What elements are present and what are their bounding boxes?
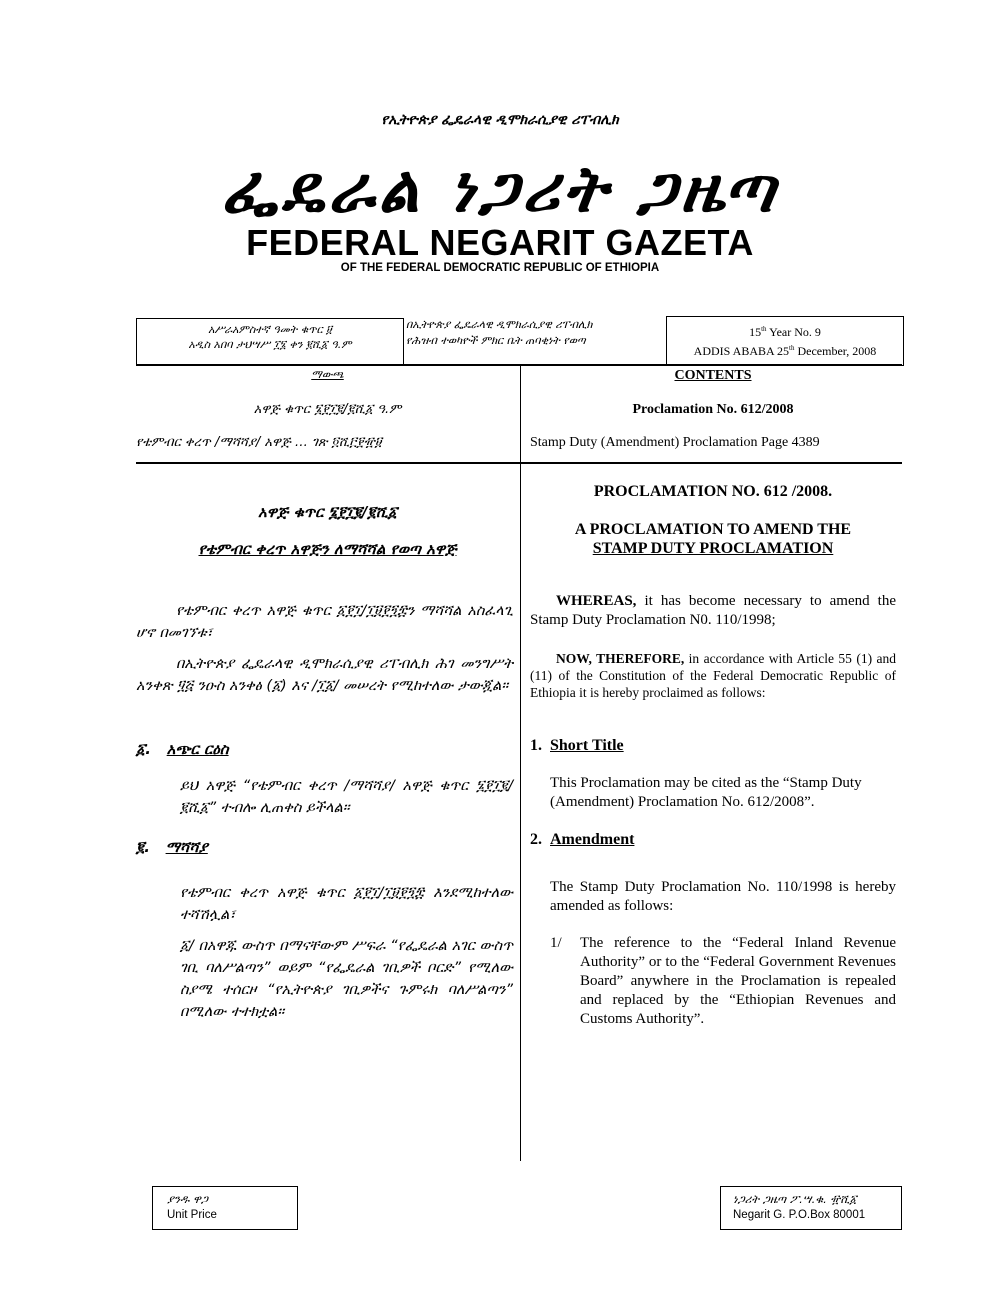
column-divider bbox=[520, 366, 521, 1161]
amharic-amendment-item-1: ፩/ በአዋጁ ውስጥ በማናቸውም ሥፍራ “የፌዴራል አገር ውስጥ ገቢ ባለሥልጣን” ወይም “የፌዴራል ገቢዎች ቦርድ” የሚለው ስያሜ ተሰርዞ “የኢትዮጵያ ገቢዎችና ጉምሩክ ባለሥልጣን” በሚለው ተተክቷል። bbox=[180, 938, 513, 1020]
english-whereas-paragraph: WHEREAS, it has become necessary to amend the Stamp Duty Proclamation N0. 110/1998; bbox=[530, 593, 896, 628]
english-amendment-item-1 bbox=[550, 934, 896, 1029]
amharic-proclamation-title: አዋጅ ቁጥር ፮፻፲፪/፪ሺ፩ bbox=[257, 503, 398, 521]
unit-price-english: Unit Price bbox=[167, 1209, 217, 1221]
item-number: 1/ bbox=[550, 935, 562, 951]
contents-proclamation-english: Proclamation No. 612/2008 bbox=[632, 402, 794, 417]
english-amend-title-line-2: STAMP DUTY PROCLAMATION bbox=[592, 540, 834, 557]
contents-heading-english: CONTENTS bbox=[674, 368, 752, 383]
english-proclamation-title: PROCLAMATION NO. 612 /2008. bbox=[593, 483, 833, 500]
english-section-1-text: This Proclamation may be cited as the “Stamp Duty (Amendment) Proclamation No. 612/2008”. bbox=[550, 775, 862, 810]
po-box-english: Negarit G. P.O.Box 80001 bbox=[733, 1209, 866, 1221]
contents-proclamation-amharic: አዋጅ ቁጥር ፮፻፲፪/፪ሺ፩ ዓ.ም bbox=[253, 402, 402, 417]
authority-line-2: የሕዝብ ተወካዮች ምክር ቤት ጠባቂነት የወጣ bbox=[406, 334, 586, 347]
amharic-preamble-2: በኢትዮጵያ ፌዴራላዊ ዲሞክራሲያዊ ሪፐብሊክ ሕገ መንግሥት አንቀጽ ፶፭ ንዑስ አንቀፅ (፩) እና /፲፩/ መሠረት የሚከተለው ታውጇል። bbox=[136, 656, 513, 694]
amharic-amend-title: የቴምብር ቀረጥ አዋጅን ለማሻሻል የወጣ አዋጅ bbox=[198, 540, 457, 558]
english-gazette-title: FEDERAL NEGARIT GAZETA bbox=[246, 222, 754, 263]
contents-heading-amharic: ማውጫ bbox=[311, 368, 344, 381]
item-text: The reference to the “Federal Inland Revenue Authority” or to the “Federal Government Revenues Board” anywhere in the Proclamation is repealed and replaced by the “Ethiopian Revenues and Customs Authority”. bbox=[580, 935, 896, 1027]
amharic-section-1-heading: ፩. አጭር ርዕስ bbox=[136, 740, 229, 758]
issue-info-english-box bbox=[666, 316, 904, 366]
unit-price-amharic: ያንዱ ዋጋ bbox=[167, 1192, 209, 1206]
issue-info-amharic-box bbox=[136, 318, 404, 365]
issuing-authority-text bbox=[406, 317, 664, 349]
english-amend-title bbox=[524, 520, 902, 558]
english-section-2-heading: 2. Amendment bbox=[530, 831, 635, 848]
amharic-republic-line: የኢትዮጵያ ፌዴራላዊ ዲሞክራሲያዊ ሪፐብሊክ bbox=[381, 112, 619, 128]
english-section-1-heading: 1. Short Title bbox=[530, 737, 624, 754]
amharic-section-2-heading: ፪. ማሻሻያ bbox=[136, 838, 208, 856]
contents-entry-english: Stamp Duty (Amendment) Proclamation Page 4389 bbox=[530, 435, 820, 450]
contents-bottom-rule bbox=[136, 462, 902, 464]
amharic-section-2-text: የቴምብር ቀረጥ አዋጅ ቁጥር ፩፻፲/፲፱፻፺፰ እንደሚከተለው ተሻሽሏል፣ bbox=[180, 885, 513, 923]
gazette-subtitle: OF THE FEDERAL DEMOCRATIC REPUBLIC OF ETHIOPIA bbox=[340, 262, 660, 274]
unit-price-box bbox=[152, 1186, 298, 1230]
amharic-preamble-1: የቴምብር ቀረጥ አዋጅ ቁጥር ፩፻፲/፲፱፻፺፰ን ማሻሻል አስፈላጊ ሆኖ በመገኘቱ፣ bbox=[136, 603, 513, 641]
issue-date-english: ADDIS ABABA 25th December, 2008 bbox=[693, 344, 877, 358]
issue-year-amharic: አሥራአምስተኛ ዓመት ቁጥር ፱ bbox=[208, 323, 332, 336]
po-box-amharic: ነጋሪት ጋዜጣ ፖ.ሣ.ቁ. ፹ሺ፩ bbox=[733, 1192, 857, 1206]
contents-top-rule bbox=[136, 364, 902, 366]
english-now-therefore-paragraph: NOW, THEREFORE, in accordance with Article 55 (1) and (11) of the Constitution of the Federal Democratic Republic of Ethiopia it is hereby proclaimed as follows: bbox=[530, 651, 897, 700]
po-box-box bbox=[720, 1186, 902, 1230]
english-section-2-text: The Stamp Duty Proclamation No. 110/1998 is hereby amended as follows: bbox=[550, 879, 896, 914]
issue-year-english: 15th Year No. 9 bbox=[749, 325, 821, 339]
issue-date-amharic: አዲስ አበባ ታህሣሥ ፲፮ ቀን ፪ሺ፩ ዓ.ም bbox=[188, 338, 352, 351]
authority-line-1: በኢትዮጵያ ፌዴራላዊ ዲሞክራሲያዊ ሪፐብሊክ bbox=[406, 318, 593, 331]
contents-entry-amharic: የቴምብር ቀረጥ /ማሻሻያ/ አዋጅ … ገጽ ፬ሺ፫፻፹፱ bbox=[136, 435, 382, 450]
english-amend-title-line-1: A PROCLAMATION TO AMEND THE bbox=[574, 521, 852, 538]
amharic-section-1-text: ይህ አዋጅ “የቴምብር ቀረጥ /ማሻሻያ/ አዋጅ ቁጥር ፮፻፲፪/፪ሺ፩” ተብሎ ሊጠቀስ ይችላል። bbox=[180, 778, 513, 816]
amharic-gazette-title: ፌዴራል ነጋሪት ጋዜጣ bbox=[221, 153, 779, 227]
